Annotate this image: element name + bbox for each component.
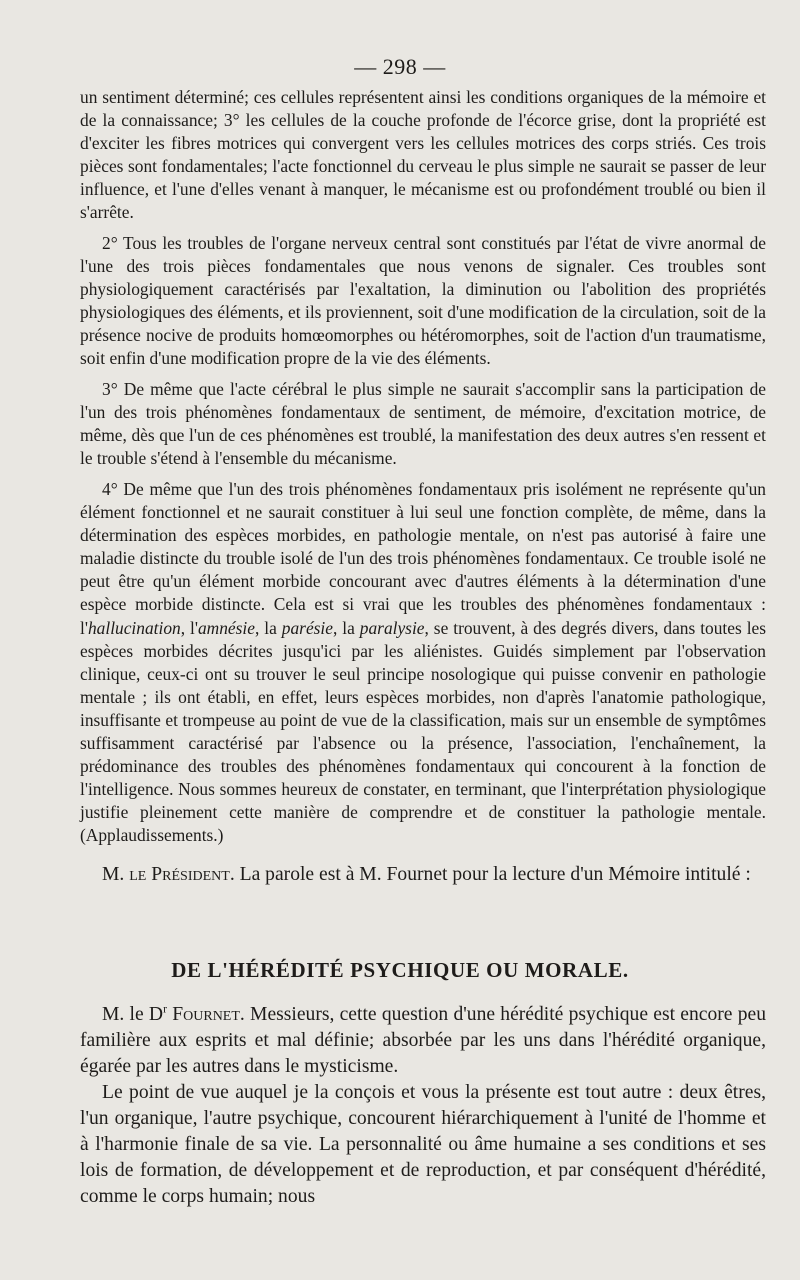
speaker-prefix: M. le D (102, 1004, 164, 1025)
speaker-le: le (129, 864, 147, 885)
page-number: — 298 — (354, 54, 446, 79)
paragraph-point-4-text-a: 4° De même que l'un des trois phénomènes fondamentaux pris isolément ne représente qu'un élément fonctionnel et ne saurait constituer à lui seul une fonction complète, de même, dans la détermination des espèces morbides, en pathologie mentale, on n'est pas autorisé à faire une maladie distincte du trouble isolé de l'un des trois phénomènes fondamentaux. Ce trouble isolé ne peut être qu'un élément morbide concourant avec d'autres éléments à la détermination d'une espèce morbide distincte. Cela est si vrai que les troubles des phénomènes fondamentaux : l' (80, 479, 766, 638)
paragraph-point-4 (80, 478, 766, 848)
term-hallucination: hallucination (87, 617, 181, 638)
separator: , la (254, 617, 282, 638)
paragraph-point-de-vue: Le point de vue auquel je la conçois et vous la présente est tout autre : deux êtres, l'un organique, l'autre psychique, concourent hiérarchiquement à l'unité de l'homme et à l'harmonie finale de sa vie. La personnalité ou âme humaine a ses conditions et ses lois de formation, de développement et de reproduction, et par conséquent d'hérédité, comme le corps humain; nous (80, 1082, 766, 1207)
speaker-president: Président (151, 864, 230, 885)
paragraph-president (80, 862, 766, 888)
speaker-fournet: Fournet (172, 1004, 240, 1025)
president-text: . La parole est à M. Fournet pour la lecture d'un Mémoire intitulé : (229, 864, 751, 885)
section-title: DE L'HÉRÉDITÉ PSYCHIQUE OU MORALE. (171, 958, 629, 982)
separator: , la (332, 617, 360, 638)
term-paralysie: paralysie (359, 617, 425, 638)
paragraph-point-4-text-b: , se trouvent, à des degrés divers, dans toutes les espèces morbides décrites jusqu'ici par les aliénistes. Guidés simplement par l'observation clinique, ceux-ci ont su trouver le seul principe nosologique qui puisse convenir en pathologie mentale ; ils ont établi, en effet, leurs espèces morbides, non d'après l'anatomie pathologique, insuffisante et trompeuse au point de vue de la classification, mais sur un ensemble de symptômes suffisamment caractérisé par l'absence ou la présence, l'association, l'enchaînement, la prédominance des troubles des phénomènes fondamentaux qui concourent à la fonction de l'intelligence. Nous sommes heureux de constater, en terminant, que l'interprétation physiologique justifie pleinement cette manière de comprendre et de constituer la pathologie mentale. (Applaudissements.) (80, 617, 767, 846)
paragraph-cellules: un sentiment déterminé; ces cellules représentent ainsi les conditions organiques de la mémoire et de la connaissance; 3° les cellules de la couche profonde de l'écorce grise, dont la propriété est d'exciter les fibres motrices qui convergent vers les cellules motrices des corps striés. Ces trois pièces sont fondamentales; l'acte fonctionnel du cerveau le plus simple ne saurait se passer de leur influence, et l'une d'elles venant à manquer, le mécanisme est ou profondément troublé ou bien il s'arrête. (80, 87, 766, 223)
doctor-superscript: r (163, 1002, 167, 1016)
paragraph-point-2: 2° Tous les troubles de l'organe nerveux central sont constitués par l'état de vivre anormal de l'une des trois pièces fondamentales que nous venons de signaler. Ces troubles sont physiologiquement caractérisés par l'exaltation, la diminution ou l'abolition des propriétés physiologiques des éléments, et ils proviennent, soit d'une modification de la circulation, soit de la présence nocive de produits homœomorphes ou hétéromorphes, soit de l'action d'un traumatisme, soit enfin d'une modification propre de la vie des éléments. (80, 233, 766, 369)
paragraph-fournet-intro (80, 1002, 766, 1080)
speaker-prefix: M. (102, 864, 130, 885)
term-paresie: parésie (281, 617, 333, 638)
term-amnesie: amnésie (197, 617, 255, 638)
separator: , l' (180, 617, 198, 638)
fournet-text: . Messieurs, cette question d'une hérédité psychique est encore peu familière aux esprits et mal définie; absorbée par les uns dans l'hérédité organique, égarée par les autres dans le mysticisme. (80, 1004, 766, 1077)
paragraph-point-3: 3° De même que l'acte cérébral le plus simple ne saurait s'accomplir sans la participation de l'un des trois phénomènes fondamentaux de sentiment, de mémoire, d'excitation motrice, de même, dès que l'un de ces phénomènes est troublé, la manifestation des deux autres s'en ressent et le trouble s'étend à l'ensemble du mécanisme. (80, 379, 766, 469)
